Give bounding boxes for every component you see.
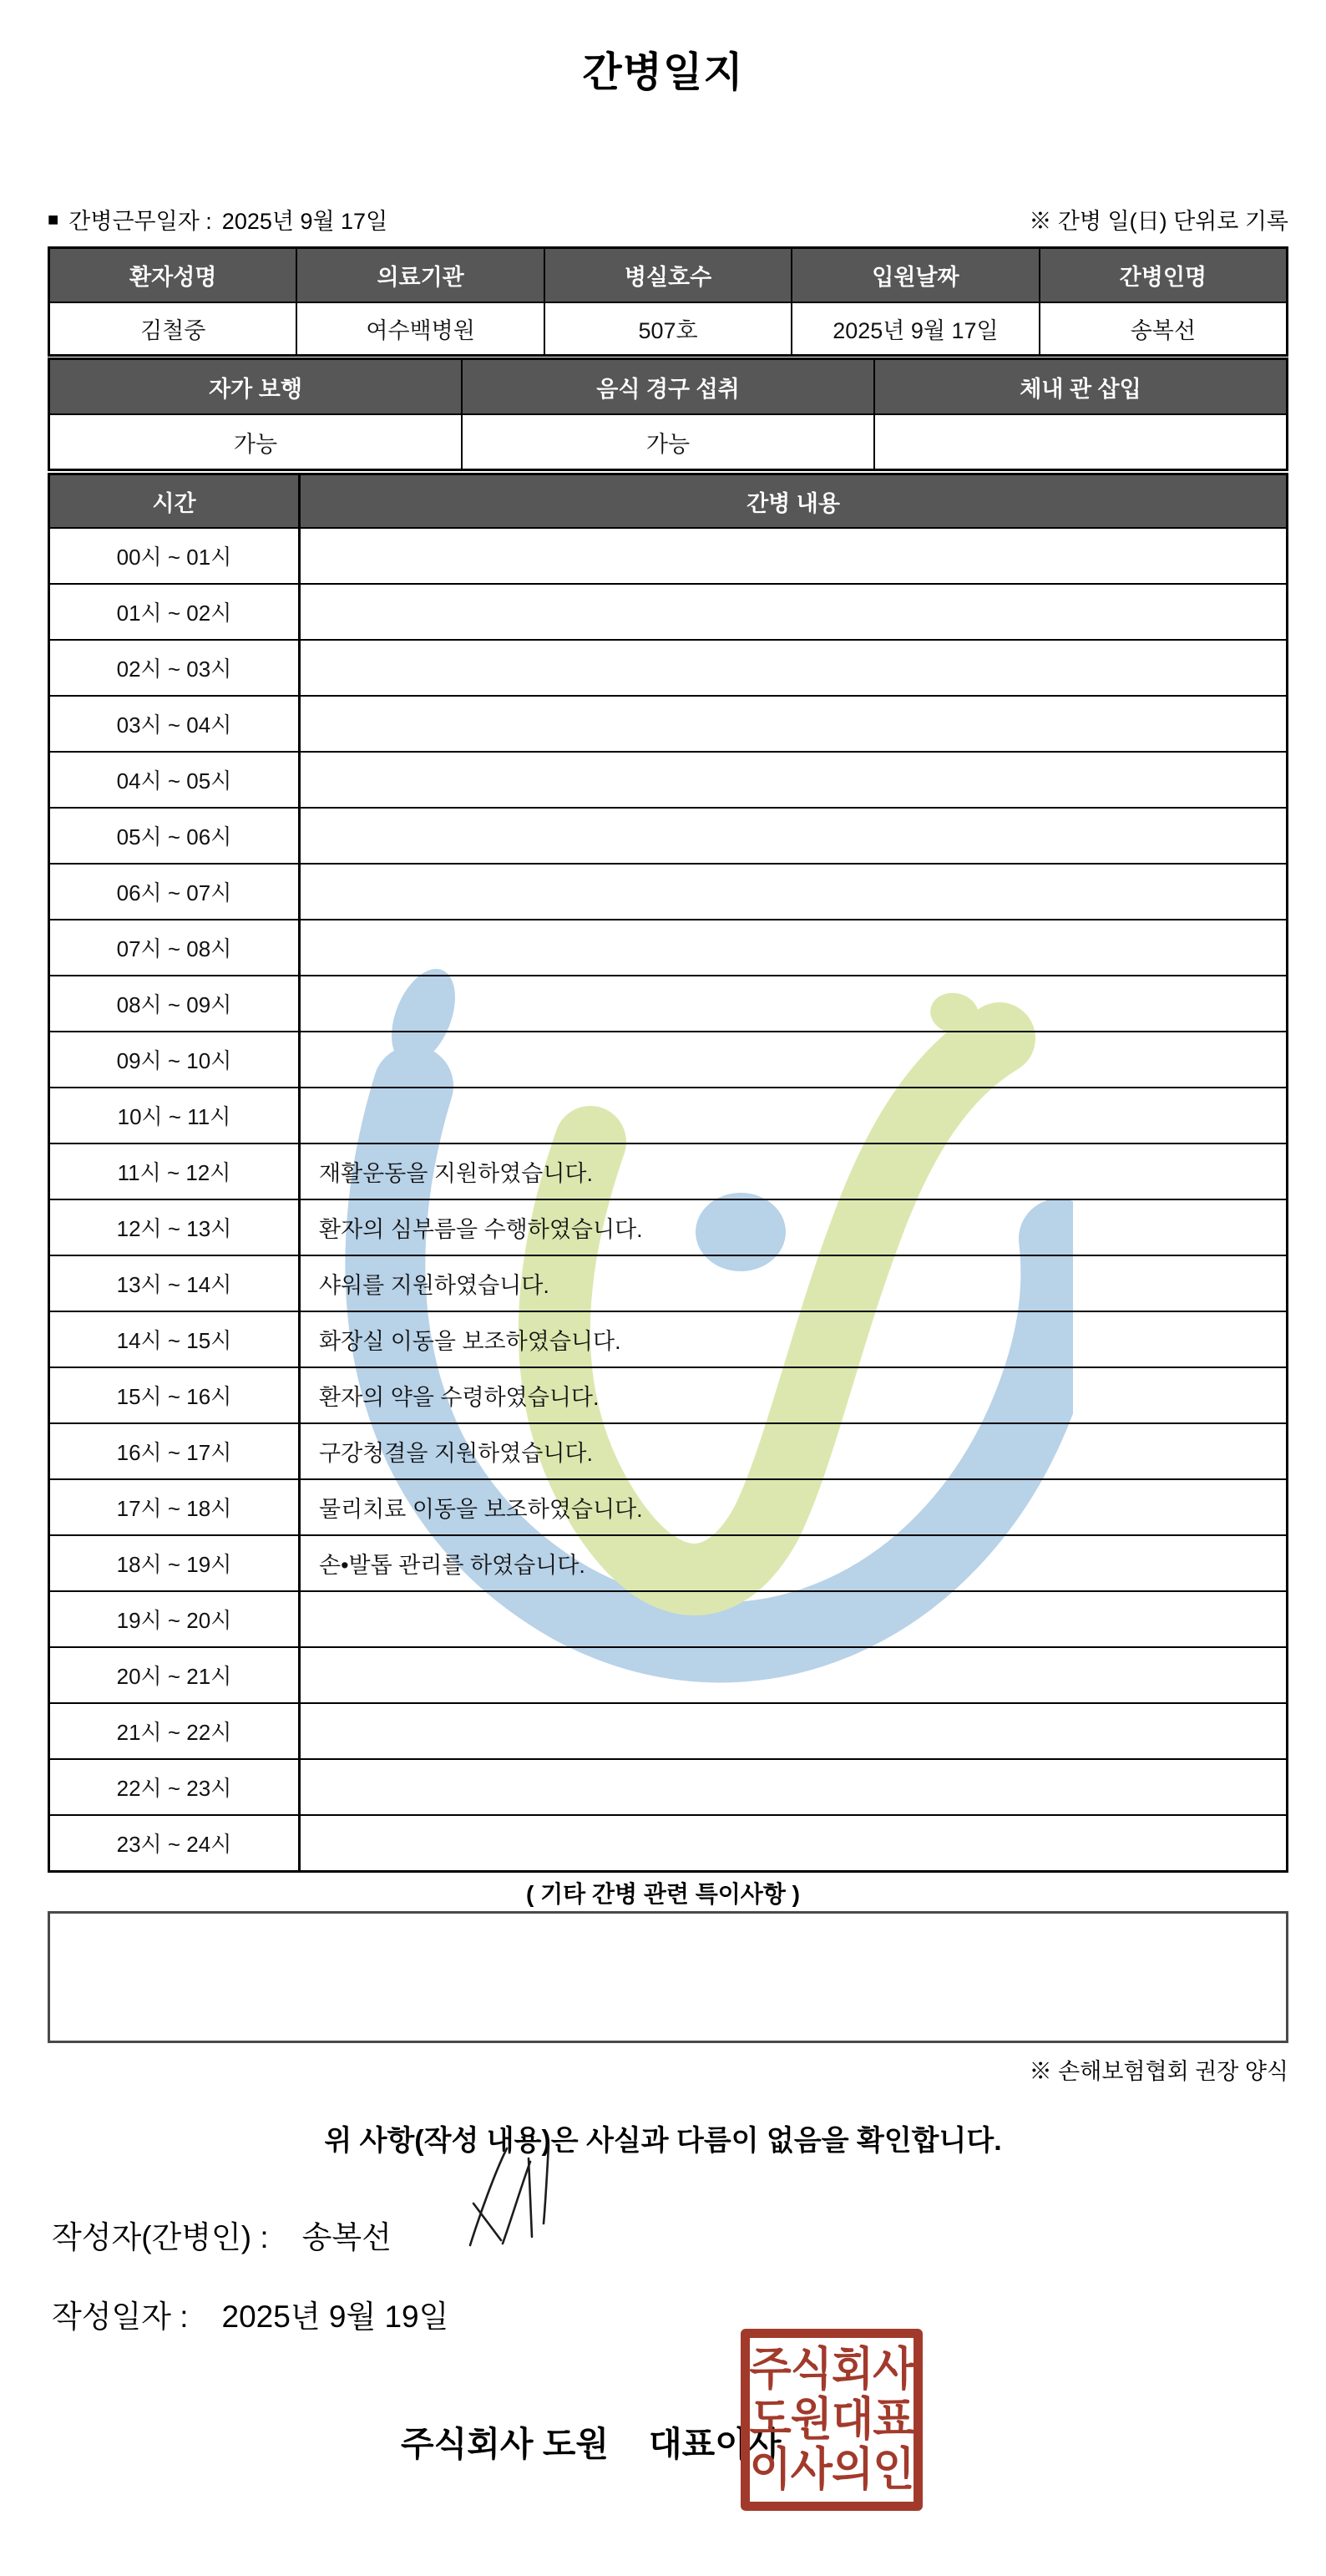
care-time-cell: 19시 ~ 20시 xyxy=(50,1592,301,1646)
value-patient-name: 김철중 xyxy=(50,303,297,354)
care-content-cell xyxy=(301,585,1286,639)
care-row-08 xyxy=(50,975,1286,1031)
header-oral-intake: 음식 경구 섭취 xyxy=(463,360,875,413)
care-row-00 xyxy=(50,527,1286,583)
care-content-cell: 손•발톱 관리를 하였습니다. xyxy=(319,1553,585,1578)
care-row-15 xyxy=(50,1367,1286,1422)
ceo-title: 대표이사 xyxy=(649,2425,782,2463)
square-bullet-icon: ■ xyxy=(48,208,59,230)
care-row-19 xyxy=(50,1590,1286,1646)
care-time-cell: 03시 ~ 04시 xyxy=(50,697,301,751)
care-time-cell: 10시 ~ 11시 xyxy=(50,1088,301,1143)
seal-text-line: 이사의인 xyxy=(749,2444,914,2496)
care-time-cell: 17시 ~ 18시 xyxy=(50,1480,301,1534)
care-row-16 xyxy=(50,1422,1286,1478)
care-time-cell: 21시 ~ 22시 xyxy=(50,1704,301,1758)
header-caregiver-name: 간병인명 xyxy=(1040,249,1286,302)
value-self-walking: 가능 xyxy=(50,415,463,469)
care-time-cell: 22시 ~ 23시 xyxy=(50,1760,301,1814)
care-content-cell xyxy=(301,1592,1286,1646)
header-patient-name: 환자성명 xyxy=(50,249,297,302)
page-title: 간병일지 xyxy=(582,50,744,95)
care-table-header-row xyxy=(50,475,1286,527)
written-date-label: 작성일자 : xyxy=(52,2300,189,2334)
special-notes-title: ( 기타 간병 관련 특이사항 ) xyxy=(525,1881,801,1907)
care-row-05 xyxy=(50,807,1286,863)
care-row-21 xyxy=(50,1702,1286,1758)
care-content-cell xyxy=(301,1704,1286,1758)
care-time-cell: 04시 ~ 05시 xyxy=(50,753,301,807)
written-date-value: 2025년 9월 19일 xyxy=(221,2300,449,2334)
care-content-cell xyxy=(301,920,1286,975)
care-time-cell: 08시 ~ 09시 xyxy=(50,976,301,1031)
care-row-13 xyxy=(50,1255,1286,1311)
care-time-cell: 16시 ~ 17시 xyxy=(50,1424,301,1478)
writer-label: 작성자(간병인) : xyxy=(52,2220,269,2254)
care-content-cell: 재활운동을 지원하였습니다. xyxy=(319,1161,593,1186)
header-room-number: 병실호수 xyxy=(545,249,792,302)
value-oral-intake: 가능 xyxy=(463,415,875,469)
patient-info-value-row xyxy=(50,302,1286,354)
care-time-cell: 09시 ~ 10시 xyxy=(50,1032,301,1087)
header-care-content: 간병 내용 xyxy=(301,475,1286,527)
condition-value-row xyxy=(50,413,1286,469)
care-time-cell: 06시 ~ 07시 xyxy=(50,865,301,919)
value-room-number: 507호 xyxy=(545,303,792,354)
care-content-cell xyxy=(301,976,1286,1031)
care-row-14 xyxy=(50,1311,1286,1367)
care-row-03 xyxy=(50,695,1286,751)
care-content-cell: 샤워를 지원하였습니다. xyxy=(319,1273,549,1298)
patient-condition-table xyxy=(48,357,1288,471)
care-content-cell xyxy=(301,753,1286,807)
unit-note: ※ 간병 일(日) 단위로 기록 xyxy=(1029,209,1288,234)
care-time-cell: 07시 ~ 08시 xyxy=(50,920,301,975)
company-line xyxy=(401,2416,781,2466)
care-row-10 xyxy=(50,1087,1286,1143)
care-content-cell xyxy=(301,1816,1286,1870)
care-content-cell xyxy=(301,1648,1286,1702)
care-time-cell: 18시 ~ 19시 xyxy=(50,1536,301,1590)
care-content-cell xyxy=(301,1760,1286,1814)
care-row-02 xyxy=(50,639,1286,695)
written-date-line xyxy=(52,2291,448,2336)
duty-date-label: 간병근무일자 : xyxy=(68,209,212,234)
value-caregiver-name: 송복선 xyxy=(1130,318,1196,343)
care-content-cell xyxy=(301,1088,1286,1143)
seal-text-line: 주식회사 xyxy=(749,2344,914,2396)
care-row-22 xyxy=(50,1758,1286,1814)
care-time-cell: 12시 ~ 13시 xyxy=(50,1200,301,1255)
writer-name: 송복선 xyxy=(301,2220,392,2254)
care-row-11 xyxy=(50,1143,1286,1199)
seal-text-line: 도원대표 xyxy=(749,2394,914,2446)
care-content-cell: 환자의 약을 수령하였습니다. xyxy=(319,1385,600,1410)
header-self-walking: 자가 보행 xyxy=(50,360,463,413)
special-notes-box xyxy=(48,1911,1288,2043)
care-row-07 xyxy=(50,919,1286,975)
care-row-23 xyxy=(50,1814,1286,1870)
caregiver-signature xyxy=(455,2138,597,2268)
care-time-cell: 15시 ~ 16시 xyxy=(50,1368,301,1422)
care-row-17 xyxy=(50,1478,1286,1534)
writer-line xyxy=(52,2212,392,2257)
care-row-18 xyxy=(50,1534,1286,1590)
duty-date-line xyxy=(48,203,387,236)
care-content-cell: 구강청결을 지원하였습니다. xyxy=(319,1441,593,1466)
care-row-04 xyxy=(50,751,1286,807)
care-time-cell: 20시 ~ 21시 xyxy=(50,1648,301,1702)
care-row-09 xyxy=(50,1031,1286,1087)
care-time-cell: 11시 ~ 12시 xyxy=(50,1144,301,1199)
header-medical-institution: 의료기관 xyxy=(297,249,544,302)
duty-date-value: 2025년 9월 17일 xyxy=(221,209,388,234)
care-content-cell xyxy=(301,641,1286,695)
hourly-care-table xyxy=(48,473,1288,1873)
care-content-cell: 물리치료 이동을 보조하였습니다. xyxy=(319,1497,643,1522)
header-admission-date: 입원날짜 xyxy=(792,249,1040,302)
value-medical-institution: 여수백병원 xyxy=(297,303,544,354)
care-time-cell: 05시 ~ 06시 xyxy=(50,809,301,863)
value-admission-date: 2025년 9월 17일 xyxy=(792,303,1040,354)
header-time: 시간 xyxy=(50,475,301,527)
care-row-01 xyxy=(50,583,1286,639)
care-content-cell xyxy=(301,697,1286,751)
care-time-cell: 01시 ~ 02시 xyxy=(50,585,301,639)
care-time-cell: 02시 ~ 03시 xyxy=(50,641,301,695)
company-name: 주식회사 도원 xyxy=(401,2425,610,2463)
value-tube-insertion xyxy=(875,415,1286,469)
care-row-12 xyxy=(50,1199,1286,1255)
care-time-cell: 13시 ~ 14시 xyxy=(50,1256,301,1311)
care-time-cell: 00시 ~ 01시 xyxy=(50,529,301,583)
care-content-cell xyxy=(301,529,1286,583)
care-time-cell: 14시 ~ 15시 xyxy=(50,1312,301,1367)
care-time-cell: 23시 ~ 24시 xyxy=(50,1816,301,1870)
care-content-cell xyxy=(301,1032,1286,1087)
patient-info-header-row xyxy=(50,249,1286,302)
care-content-cell: 화장실 이동을 보조하였습니다. xyxy=(319,1329,621,1354)
header-tube-insertion: 체내 관 삽입 xyxy=(875,360,1286,413)
patient-info-table xyxy=(48,246,1288,357)
corporate-seal-stamp xyxy=(741,2329,923,2511)
confirmation-statement: 위 사항(작성 내용)은 사실과 다름이 없음을 확인합니다. xyxy=(324,2125,1002,2157)
care-row-20 xyxy=(50,1646,1286,1702)
recommended-form-note: ※ 손해보험협회 권장 양식 xyxy=(1029,2059,1288,2084)
care-row-06 xyxy=(50,863,1286,919)
care-content-cell xyxy=(301,865,1286,919)
condition-header-row xyxy=(50,360,1286,413)
care-content-cell xyxy=(301,809,1286,863)
care-content-cell: 환자의 심부름을 수행하였습니다. xyxy=(319,1217,643,1242)
